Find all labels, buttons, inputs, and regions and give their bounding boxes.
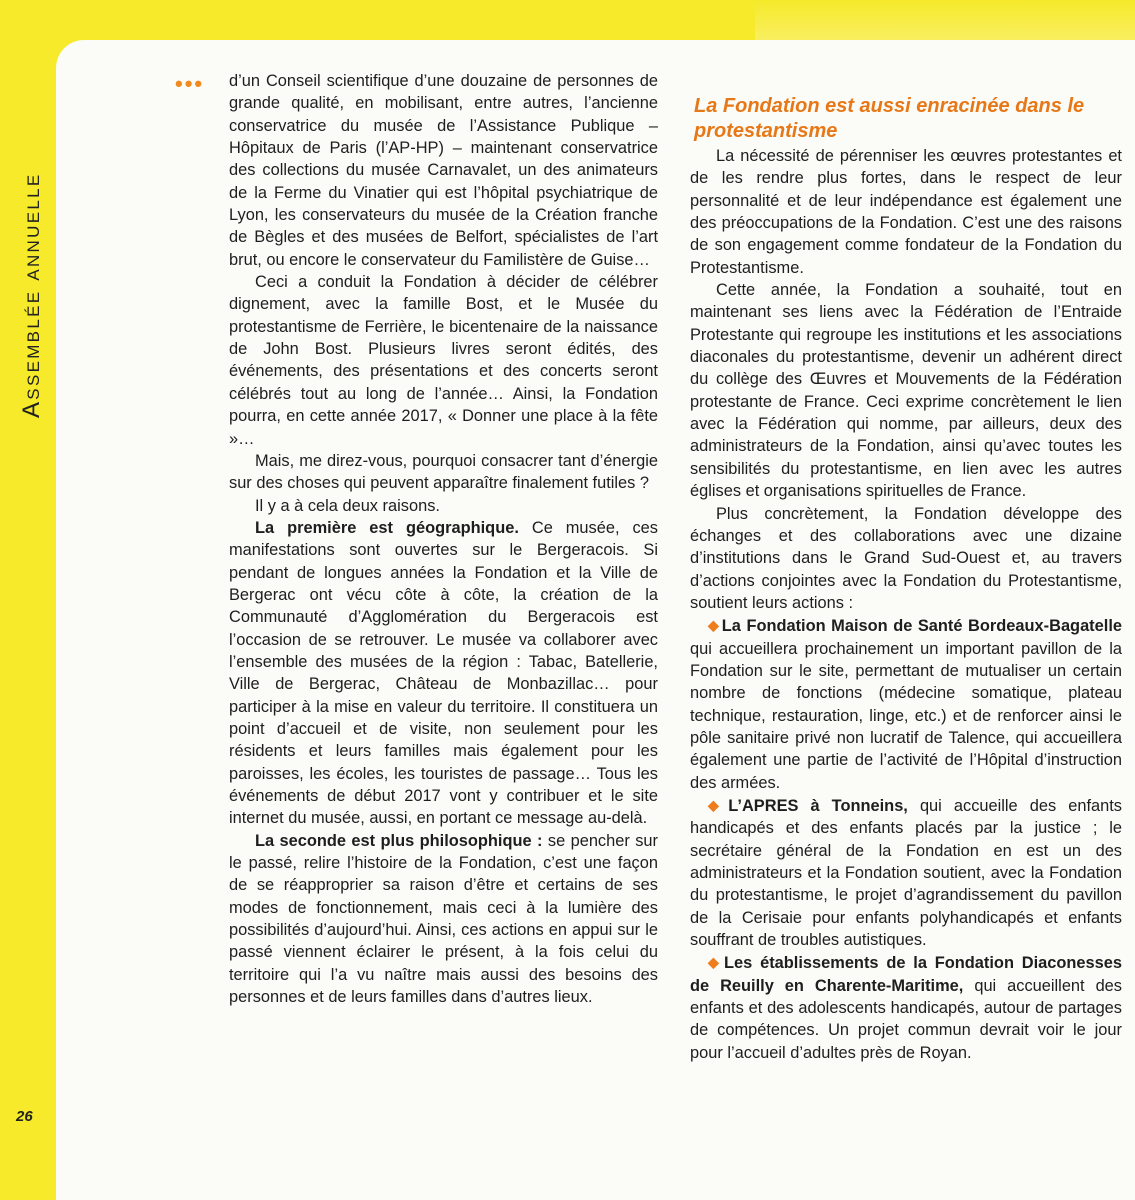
diamond-bullet-icon: ◆ bbox=[708, 954, 723, 971]
diamond-bullet-icon: ◆ bbox=[708, 796, 727, 813]
first-reason-text: Ce musée, ces manifestations sont ouvertes sur le Bergeracois. Si pendant de longues années la Fondation et la Ville de Bergerac ont vécu côte à côte, la création de la Communauté d’Agglomération du Bergeracois est l’occasion de se retrouver. Le musée va collaborer avec l’ensemble des musées de la région : Tabac, Batellerie, Ville de Bergerac, Château de Monbazillac… pour participer à la mise en valeur du territoire. Il constituera un point d’accueil et de visite, non seulement pour les résidents et leurs familles mais également pour les paroisses, les écoles, les touristes de passage… Tous les événements de début 2017 vont y contribuer et le site internet du musée, aussi, en portant ce message au-delà. bbox=[229, 518, 658, 828]
bullet-item bbox=[690, 614, 1122, 794]
first-reason-lead: La première est géographique. bbox=[255, 518, 519, 537]
bullet-text: qui accueille des enfants handicapés et des enfants placés par la justice ; le secrétaire général de la Fondation en est un des administrateurs et la Fondation soutient, avec la Fondation du protestantisme, le projet d’agrandissement du pavillon de la Cerisaie pour enfants polyhandicapés et enfants souffrant de troubles autistiques. bbox=[690, 796, 1122, 950]
paragraph: Il y a à cela deux raisons. bbox=[255, 496, 440, 515]
bullet-text: qui accueillera prochainement un important pavillon de la Fondation sur le site, permettant de mutualiser un certain nombre de fonctions (médecine somatique, plateau technique, restauration, linge, etc.) et de renforcer ainsi le pôle sanitaire privé non lucratif de Talence, qui accueillera également une partie de l’activité de l’Hôpital d’instruction des armées. bbox=[690, 639, 1122, 792]
left-column bbox=[229, 70, 658, 1008]
paragraph: d’un Conseil scientifique d’une douzaine de personnes de grande qualité, en mobilisant, entre autres, l’ancienne conservatrice du musée de l’Assistance Publique – Hôpitaux de Paris (l’AP-HP) – maintenant conservatrice des collections du musée Carnavalet, un des animateurs de la Ferme du Vinatier qui est l’hôpital psychiatrique de Lyon, les conservateurs du musée de la Création franche de Bègles et des musées de Belfort, spécialistes de l’art brut, ou encore le conservateur du Familistère de Guise… bbox=[229, 72, 658, 269]
bullet-lead: La Fondation Maison de Santé Bordeaux-Bagatelle bbox=[721, 617, 1122, 636]
paragraph: La nécessité de pérenniser les œuvres protestantes et de les rendre plus fortes, dans le respect de leur personnalité et de leur indépendance est également une des préoccupations de la Fondation. C’est une des raisons de son engagement comme fondateur de la Fondation du Protestantisme. bbox=[690, 147, 1122, 277]
bullet-text: qui accueillent des enfants et des adolescents handicapés, autour de partages de compétences. Un projet commun devrait voir le jour pour l’accueil d’adultes près de Royan. bbox=[690, 976, 1122, 1062]
section-heading: La Fondation est aussi enracinée dans le protestantisme bbox=[694, 95, 1085, 142]
second-reason-text: se pencher sur le passé, relire l’histoire de la Fondation, c’est une façon de se réapproprier sa raison d’être et certains de ses modes de fonctionnement, mais ceci à la lumière des possibilités d’aujourd’hui. Ainsi, ces actions en appui sur le passé viennent éclairer le présent, à la fois celui du territoire qui l’a vu naître mais aussi des besoins des personnes et de leurs familles dans d’autres lieux. bbox=[229, 831, 658, 1007]
bullet-lead: Les établissements de la Fondation Diaconesses de Reuilly en Charente-Maritime, bbox=[690, 954, 1122, 995]
right-column bbox=[690, 145, 1122, 1064]
paragraph: Cette année, la Fondation a souhaité, tout en maintenant ses liens avec la Fédération de l’Entraide Protestante qui regroupe les institutions et les associations diaconales du protestantisme, devenir un adhérent direct du collège des Œuvres et Mouvements de la Fédération protestante de France. Ceci exprime concrètement le lien avec la Fédération qui nomme, par ailleurs, deux des administrateurs de la Fondation, ainsi qu’avec toutes les sensibilités du protestantisme, en lien avec les autres églises et organisations spirituelles de France. bbox=[690, 281, 1122, 501]
continuation-dots: ••• bbox=[175, 71, 205, 96]
bullet-item bbox=[690, 951, 1122, 1064]
bullet-item bbox=[690, 794, 1122, 951]
bullet-lead: L’APRES à Tonneins, bbox=[728, 796, 908, 815]
paragraph: Ceci a conduit la Fondation à décider de célébrer dignement, avec la famille Bost, et le Musée du protestantisme de Ferrière, le bicentenaire de la naissance de John Bost. Plusieurs livres seront édités, des événements, des présentations et des concerts seront célébrés tout au long de l’année… Ainsi, la Fondation pourra, en cette année 2017, « Donner une place à la fête »… bbox=[229, 273, 658, 448]
page-number: 26 bbox=[16, 1108, 33, 1125]
section-title-vertical: Assemblée annuelle bbox=[18, 172, 45, 418]
diamond-bullet-icon: ◆ bbox=[708, 617, 720, 634]
second-reason-lead: La seconde est plus philosophique : bbox=[255, 831, 543, 850]
paragraph: Plus concrètement, la Fondation développe des échanges et des collaborations avec une dizaine d’institutions dans le Grand Sud-Ouest et, au travers d’actions conjointes avec la Fondation du Protestantisme, soutient leurs actions : bbox=[690, 504, 1122, 612]
paragraph: Mais, me direz-vous, pourquoi consacrer tant d’énergie sur des choses qui peuvent apparaître finalement futiles ? bbox=[229, 451, 658, 493]
paragraph-first-reason bbox=[229, 517, 658, 830]
paragraph-second-reason bbox=[229, 830, 658, 1009]
